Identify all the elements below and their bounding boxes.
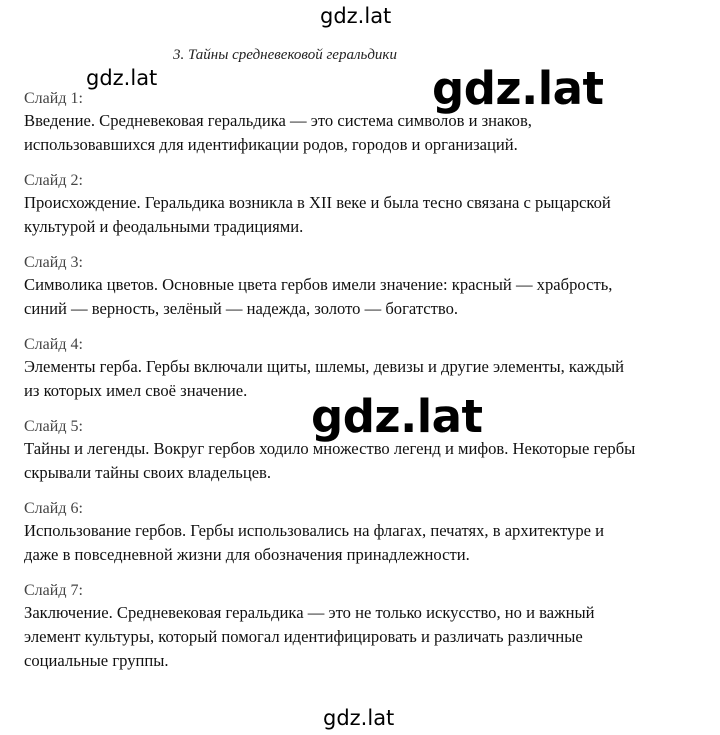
- slide-2: [24, 170, 704, 239]
- slide-label: Слайд 2:: [24, 172, 83, 189]
- slide-6: [24, 498, 704, 567]
- slide-label: Слайд 3:: [24, 254, 83, 271]
- slide-text: Использование гербов. Гербы использовались на флагах, печатях, в архитектуре и даже в повседневной жизни для обозначения принадлежности.: [24, 521, 605, 564]
- slide-text: Происхождение. Геральдика возникла в XII веке и была тесно связана с рыцарской культурой и феодальными традициями.: [24, 193, 611, 236]
- slide-label: Слайд 7:: [24, 582, 83, 599]
- slide-text: Элементы герба. Гербы включали щиты, шлемы, девизы и другие элементы, каждый из которых имел своё значение.: [24, 357, 625, 400]
- slide-label: Слайд 6:: [24, 500, 83, 517]
- watermark-left: gdz.lat: [86, 66, 158, 90]
- slide-label: Слайд 4:: [24, 336, 83, 353]
- slide-text: Символика цветов. Основные цвета гербов имели значение: красный — храбрость, синий — верность, зелёный — надежда, золото — богатство.: [24, 275, 613, 318]
- watermark-top: gdz.lat: [320, 4, 392, 28]
- watermark-right-big: gdz.lat: [432, 62, 604, 115]
- slide-text: Тайны и легенды. Вокруг гербов ходило множество легенд и мифов. Некоторые гербы скрывали тайны своих владельцев.: [24, 439, 636, 482]
- slide-3: [24, 252, 704, 321]
- slide-label: Слайд 5:: [24, 418, 83, 435]
- watermark-center-big: gdz.lat: [311, 390, 483, 443]
- document-title: 3. Тайны средневековой геральдики: [173, 47, 397, 63]
- slide-label: Слайд 1:: [24, 90, 83, 107]
- watermark-bottom: gdz.lat: [323, 706, 395, 730]
- slides-list: [24, 88, 704, 686]
- slide-text: Заключение. Средневековая геральдика — это не только искусство, но и важный элемент культуры, который помогал идентифицировать и различать различные социальные группы.: [24, 603, 595, 670]
- slide-7: [24, 580, 704, 673]
- slide-text: Введение. Средневековая геральдика — это система символов и знаков, использовавшихся для идентификации родов, городов и организаций.: [24, 111, 532, 154]
